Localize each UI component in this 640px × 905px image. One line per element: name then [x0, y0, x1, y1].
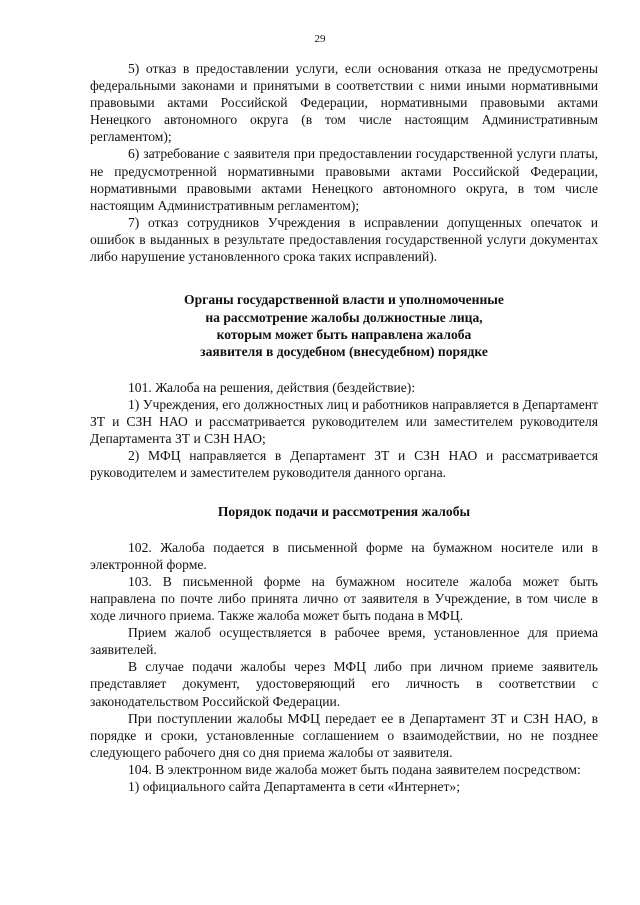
spacer — [90, 521, 598, 539]
paragraph-101: 101. Жалоба на решения, действия (бездействие): — [128, 379, 416, 395]
paragraph-item-7-correction-refusal: 7) отказ сотрудников Учреждения в исправлении допущенных опечаток и ошибок в выданных в результате предоставления государственной услуги документах либо нарушение установленного срока таких исправлений). — [90, 214, 598, 265]
paragraph-item-5-refusal: 5) отказ в предоставлении услуги, если основания отказа не предусмотрены федеральными законами и принятыми в соответствии с ними иными нормативными правовыми актами Российской Федерации, нормативными правовыми актами Ненецкого автономного округа (в том числе настоящим Административным регламентом); — [90, 61, 598, 145]
heading-line: заявителя в досудебном (внесудебном) порядке — [200, 344, 488, 360]
paragraph-identity-document: В случае подачи жалобы через МФЦ либо при личном приеме заявитель представляет документ, удостоверяющий его личность в соответствии с законодательством Российской Федерации. — [90, 659, 598, 709]
paragraph-104: 104. В электронном виде жалоба может быть подана заявителем посредством: — [128, 761, 581, 777]
paragraph-101-item-1: 1) Учреждения, его должностных лиц и работников направляется в Департамент ЗТ и СЗН НАО и рассматривается руководителем или заместителем руководителя Департамента ЗТ и СЗН НАО; — [90, 396, 598, 447]
page-number: 29 — [314, 33, 326, 45]
section-heading-procedure: Порядок подачи и рассмотрения жалобы — [217, 504, 471, 520]
heading-line: на рассмотрение жалобы должностные лица, — [205, 309, 483, 325]
paragraph-102: 102. Жалоба подается в письменной форме на бумажном носителе или в электронной форме. — [90, 539, 598, 572]
spacer — [90, 265, 598, 291]
section-heading-authorities — [90, 291, 598, 361]
heading-line: Органы государственной власти и уполномоченные — [184, 292, 504, 308]
document-body — [90, 60, 598, 795]
paragraph-101-item-2: 2) МФЦ направляется в Департамент ЗТ и СЗН НАО и рассматривается руководителем и заместителем руководителя данного органа. — [90, 448, 598, 481]
heading-line: которым может быть направлена жалоба — [216, 326, 472, 342]
paragraph-104-item-1: 1) официального сайта Департамента в сети «Интернет»; — [128, 779, 460, 795]
paragraph-mfc-transfer: При поступлении жалобы МФЦ передает ее в Департамент ЗТ и СЗН НАО, в порядке и сроки, установленные соглашением о взаимодействии, но не позднее следующего рабочего дня со дня приема жалобы от заявителя. — [90, 710, 598, 760]
paragraph-item-6-fee-demand: 6) затребование с заявителя при предоставлении государственной услуги платы, не предусмотренной нормативными правовыми актами Российской Федерации, нормативными правовыми актами Ненецкого автономного округа, в том числе настоящим Административным регламентом); — [90, 146, 598, 213]
spacer — [90, 481, 598, 503]
spacer — [90, 361, 598, 379]
paragraph-reception-time: Прием жалоб осуществляется в рабочее время, установленное для приема заявителей. — [90, 625, 598, 658]
paragraph-103: 103. В письменной форме на бумажном носителе жалоба может быть направлена по почте либо принята лично от заявителя в Учреждение, в том числе в ходе личного приема. Также жалоба может быть подана в МФЦ. — [90, 573, 598, 624]
